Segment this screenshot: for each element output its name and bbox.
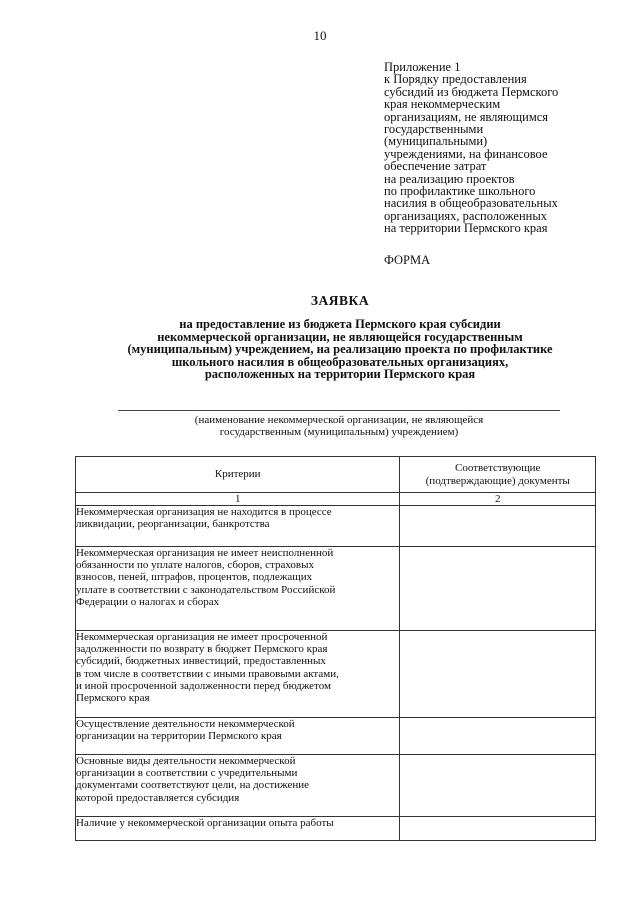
appendix-line: насилия в общеобразовательных [384,196,558,211]
appendix-line: субсидий из бюджета Пермского [384,84,559,99]
subtitle-line: школьного насилия в общеобразовательных организациях, [171,354,509,369]
subtitle-line: расположенных на территории Пермского края [204,367,476,382]
criterion-cell: Наличие у некоммерческой организации опыта работы [76,817,400,841]
subtitle-line: (муниципальным) учреждением, на реализацию проекта по профилактике [127,342,553,357]
document-cell[interactable] [400,817,596,841]
document-cell[interactable] [400,631,596,718]
appendix-line: по профилактике школьного [384,184,536,199]
caption-line: государственным (муниципальным) учреждением) [219,426,459,438]
criterion-cell: Некоммерческая организация не имеет неисполненной обязанности по уплате налогов, сборов, страховых взносов, пеней, штрафов, процентов, подлежащих уплате в соответствии с законодательством Российской Федерации о налогах и сборах [76,547,400,631]
header-criteria: Критерии [76,457,400,493]
document-cell[interactable] [400,506,596,547]
forma-label: ФОРМА [384,253,431,267]
appendix-line: (муниципальными) [384,134,488,149]
appendix-line: государственными [384,122,484,137]
organization-name-blank-line [118,410,560,411]
document-cell[interactable] [400,718,596,755]
column-number: 1 [76,493,400,506]
organization-name-caption [118,414,560,438]
criterion-cell: Некоммерческая организация не находится в процессе ликвидации, реорганизации, банкротства [76,506,400,547]
appendix-line: организациям, не являющимся [384,109,549,124]
appendix-line: к Порядку предоставления [384,72,527,87]
column-number-row [76,493,596,506]
criteria-table [75,456,596,841]
appendix-line: на территории Пермского края [384,221,548,236]
appendix-line: организациях, расположенных [384,208,548,223]
document-cell[interactable] [400,547,596,631]
appendix-line: Приложение 1 [384,60,461,74]
criterion-cell: Некоммерческая организация не имеет просроченной задолженности по возврату в бюджет Пермского края субсидий, бюджетных инвестиций, предоставленных в том числе в соответствии с иными правовыми актами, и иной просроченной задолженности перед бюджетом Пермского края [76,631,400,718]
table-row [76,547,596,631]
appendix-line: учреждениями, на финансовое [384,146,548,161]
table-row [76,817,596,841]
header-documents: Соответствующие (подтверждающие) документы [400,457,596,493]
subtitle-line: некоммерческой организации, не являющейся государственным [157,329,523,344]
document-subtitle [60,318,620,381]
appendix-block [384,61,614,235]
document-cell[interactable] [400,755,596,817]
caption-line: (наименование некоммерческой организации, не являющейся [194,414,484,426]
appendix-line: на реализацию проектов [384,171,515,186]
table-row [76,631,596,718]
document-title: ЗАЯВКА [310,293,370,308]
table-header-row [76,457,596,493]
appendix-line: обеспечение затрат [384,159,487,174]
column-number: 2 [400,493,596,506]
criterion-cell: Осуществление деятельности некоммерческой организации на территории Пермского края [76,718,400,755]
table-row [76,755,596,817]
table-row [76,718,596,755]
table-row [76,506,596,547]
criterion-cell: Основные виды деятельности некоммерческой организации в соответствии с учредительными документами соответствуют цели, на достижение которой предоставляется субсидия [76,755,400,817]
appendix-line: края некоммерческим [384,97,501,112]
subtitle-line: на предоставление из бюджета Пермского края субсидии [179,317,501,331]
page-number: 10 [313,28,327,43]
